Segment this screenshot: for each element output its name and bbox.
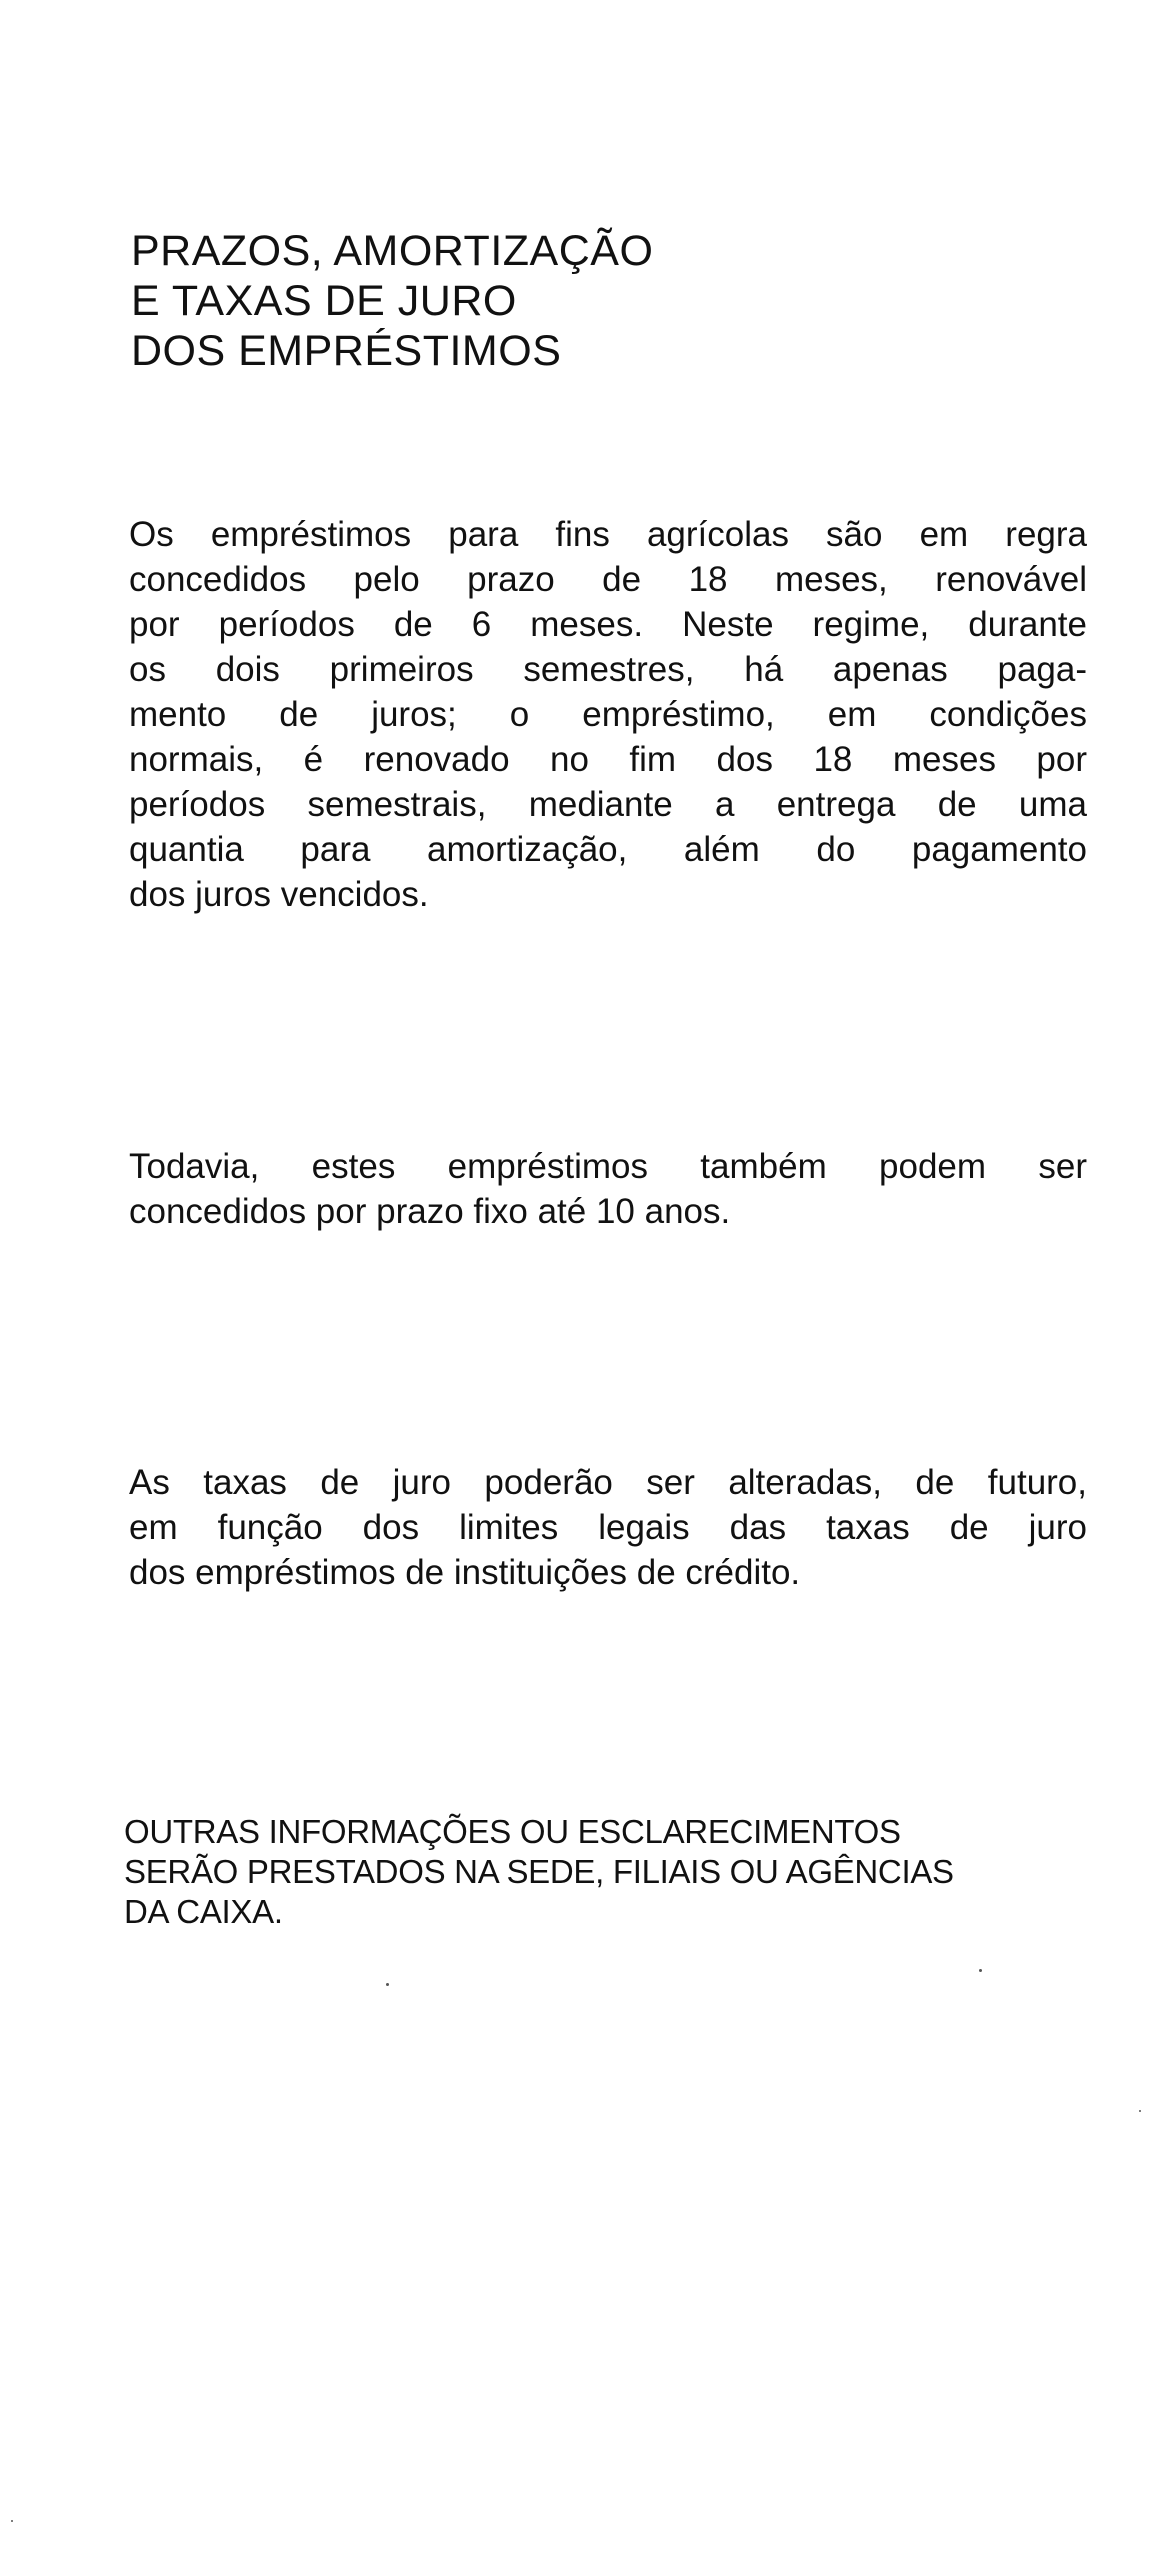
title-line: DOS EMPRÉSTIMOS [131,327,562,375]
paragraph-fixed-term [129,1144,1087,1234]
closing-note-line: SERÃO PRESTADOS NA SEDE, FILIAIS OU AGÊNCIAS [124,1853,954,1890]
print-speck [386,1983,389,1986]
paragraph-line: concedidos pelo prazo de 18 meses, renovável [129,560,1087,599]
paragraph-line: normais, é renovado no fim dos 18 meses por [129,740,1087,779]
title-line: PRAZOS, AMORTIZAÇÃO [131,227,654,275]
paragraph-line: mento de juros; o empréstimo, em condições [129,695,1087,734]
paragraph-line: dos juros vencidos. [129,875,429,914]
closing-note [124,1812,1079,1932]
paragraph-line: quantia para amortização, além do pagamento [129,830,1087,869]
print-speck [1139,2110,1141,2112]
paragraph-line: concedidos por prazo fixo até 10 anos. [129,1192,731,1231]
paragraph-loan-terms [129,512,1087,917]
paragraph-line: dos empréstimos de instituições de crédito. [129,1553,801,1592]
print-speck [11,2520,13,2522]
closing-note-line: DA CAIXA. [124,1893,283,1930]
paragraph-line: em função dos limites legais das taxas de juro [129,1508,1087,1547]
paragraph-interest-rates [129,1460,1087,1595]
title-line: E TAXAS DE JURO [131,277,517,325]
paragraph-line: Os empréstimos para fins agrícolas são em regra [129,515,1087,554]
print-speck [979,1969,982,1972]
document-title [131,226,1031,376]
paragraph-line: As taxas de juro poderão ser alteradas, de futuro, [129,1463,1087,1502]
paragraph-line: por períodos de 6 meses. Neste regime, durante [129,605,1087,644]
paragraph-line: períodos semestrais, mediante a entrega de uma [129,785,1087,824]
paragraph-line: Todavia, estes empréstimos também podem ser [129,1147,1087,1186]
paragraph-line: os dois primeiros semestres, há apenas paga- [129,650,1087,689]
closing-note-line: OUTRAS INFORMAÇÕES OU ESCLARECIMENTOS [124,1813,901,1850]
